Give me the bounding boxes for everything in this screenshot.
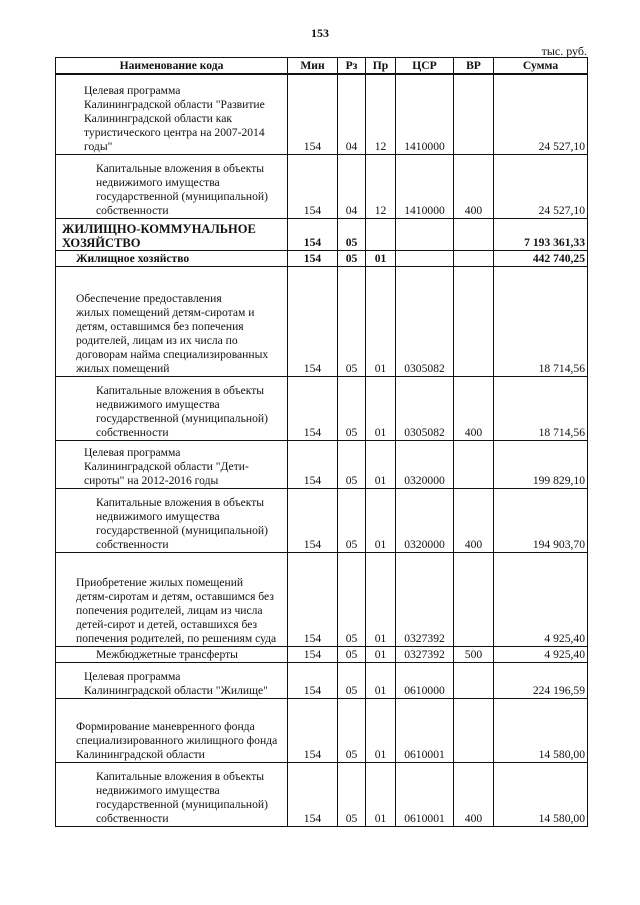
row-vr	[454, 698, 494, 762]
header-rz: Рз	[338, 58, 366, 75]
row-min: 154	[288, 218, 338, 250]
row-rz: 05	[338, 662, 366, 698]
row-vr	[454, 218, 494, 250]
row-sum: 18 714,56	[494, 376, 588, 440]
row-min: 154	[288, 698, 338, 762]
row-pr: 01	[366, 250, 396, 266]
row-min: 154	[288, 488, 338, 552]
row-rz: 05	[338, 376, 366, 440]
row-csr: 0305082	[396, 376, 454, 440]
row-csr: 1410000	[396, 154, 454, 218]
row-min: 154	[288, 154, 338, 218]
row-sum: 24 527,10	[494, 74, 588, 154]
row-csr: 0320000	[396, 488, 454, 552]
row-rz: 04	[338, 74, 366, 154]
row-csr: 0610001	[396, 762, 454, 826]
row-vr	[454, 74, 494, 154]
row-csr: 1410000	[396, 74, 454, 154]
budget-table	[55, 57, 588, 827]
row-pr: 01	[366, 698, 396, 762]
row-sum: 14 580,00	[494, 698, 588, 762]
row-name: Приобретение жилых помещений детям-сиротам и детям, оставшимся без попечения родителей, лицам из числа детей-сирот и детей, оставшихся без попечения родителей, по решениям суда	[56, 552, 288, 646]
table-row	[56, 488, 588, 552]
row-name: Капитальные вложения в объекты недвижимого имущества государственной (муниципальной) собственности	[56, 488, 288, 552]
row-name: ЖИЛИЩНО-КОММУНАЛЬНОЕ ХОЗЯЙСТВО	[56, 218, 288, 250]
row-sum: 224 196,59	[494, 662, 588, 698]
header-pr: Пр	[366, 58, 396, 75]
row-name: Межбюджетные трансферты	[56, 646, 288, 662]
row-rz: 05	[338, 552, 366, 646]
row-sum: 7 193 361,33	[494, 218, 588, 250]
row-vr	[454, 552, 494, 646]
row-name: Целевая программа Калининградской области "Дети- сироты" на 2012-2016 годы	[56, 440, 288, 488]
row-rz: 05	[338, 488, 366, 552]
table-row	[56, 218, 588, 250]
header-min: Мин	[288, 58, 338, 75]
row-name: Формирование маневренного фонда специализированного жилищного фонда Калининградской области	[56, 698, 288, 762]
row-pr: 01	[366, 646, 396, 662]
row-pr: 01	[366, 662, 396, 698]
row-vr	[454, 662, 494, 698]
table-row	[56, 74, 588, 154]
row-sum: 199 829,10	[494, 440, 588, 488]
row-pr: 12	[366, 74, 396, 154]
row-name: Целевая программа Калининградской области "Развитие Калининградской области как туристического центра на 2007-2014 годы"	[56, 74, 288, 154]
row-min: 154	[288, 646, 338, 662]
row-rz: 05	[338, 698, 366, 762]
row-csr: 0610000	[396, 662, 454, 698]
page-number: 153	[311, 26, 329, 40]
row-sum: 4 925,40	[494, 552, 588, 646]
row-min: 154	[288, 762, 338, 826]
table-row	[56, 250, 588, 266]
row-csr: 0327392	[396, 552, 454, 646]
row-name: Обеспечение предоставления жилых помещений детям-сиротам и детям, оставшимся без попечения родителей, лицам из их числа по договорам найма специализированных жилых помещений	[56, 266, 288, 376]
row-vr	[454, 266, 494, 376]
row-rz: 05	[338, 762, 366, 826]
row-name: Целевая программа Калининградской области "Жилище"	[56, 662, 288, 698]
header-csr: ЦСР	[396, 58, 454, 75]
row-sum: 24 527,10	[494, 154, 588, 218]
row-name: Капитальные вложения в объекты недвижимого имущества государственной (муниципальной) собственности	[56, 154, 288, 218]
row-csr: 0305082	[396, 266, 454, 376]
row-pr: 01	[366, 762, 396, 826]
row-name: Жилищное хозяйство	[56, 250, 288, 266]
row-pr: 01	[366, 552, 396, 646]
row-rz: 04	[338, 154, 366, 218]
row-sum: 4 925,40	[494, 646, 588, 662]
row-sum: 194 903,70	[494, 488, 588, 552]
table-row	[56, 662, 588, 698]
row-pr: 12	[366, 154, 396, 218]
row-pr	[366, 218, 396, 250]
row-pr: 01	[366, 266, 396, 376]
row-vr: 400	[454, 376, 494, 440]
table-header-row	[56, 58, 588, 75]
table-row	[56, 154, 588, 218]
row-pr: 01	[366, 440, 396, 488]
row-csr: 0320000	[396, 440, 454, 488]
row-rz: 05	[338, 440, 366, 488]
row-csr	[396, 218, 454, 250]
row-min: 154	[288, 250, 338, 266]
row-min: 154	[288, 266, 338, 376]
row-vr: 500	[454, 646, 494, 662]
row-rz: 05	[338, 218, 366, 250]
row-min: 154	[288, 440, 338, 488]
table-row	[56, 266, 588, 376]
header-vr: ВР	[454, 58, 494, 75]
table-row	[56, 376, 588, 440]
row-vr	[454, 440, 494, 488]
row-csr: 0327392	[396, 646, 454, 662]
row-min: 154	[288, 376, 338, 440]
header-name: Наименование кода	[56, 58, 288, 75]
table-row	[56, 552, 588, 646]
row-min: 154	[288, 74, 338, 154]
row-vr: 400	[454, 488, 494, 552]
row-csr: 0610001	[396, 698, 454, 762]
table-row	[56, 440, 588, 488]
row-name: Капитальные вложения в объекты недвижимого имущества государственной (муниципальной) собственности	[56, 762, 288, 826]
row-sum: 442 740,25	[494, 250, 588, 266]
table-row	[56, 698, 588, 762]
row-rz: 05	[338, 266, 366, 376]
header-sum: Сумма	[494, 58, 588, 75]
row-csr	[396, 250, 454, 266]
row-name: Капитальные вложения в объекты недвижимого имущества государственной (муниципальной) собственности	[56, 376, 288, 440]
row-vr	[454, 250, 494, 266]
row-pr: 01	[366, 376, 396, 440]
row-vr: 400	[454, 154, 494, 218]
row-min: 154	[288, 552, 338, 646]
row-sum: 14 580,00	[494, 762, 588, 826]
table-row	[56, 646, 588, 662]
units-label: тыс. руб.	[541, 44, 587, 58]
row-min: 154	[288, 662, 338, 698]
row-rz: 05	[338, 250, 366, 266]
row-sum: 18 714,56	[494, 266, 588, 376]
row-pr: 01	[366, 488, 396, 552]
row-vr: 400	[454, 762, 494, 826]
row-rz: 05	[338, 646, 366, 662]
table-row	[56, 762, 588, 826]
